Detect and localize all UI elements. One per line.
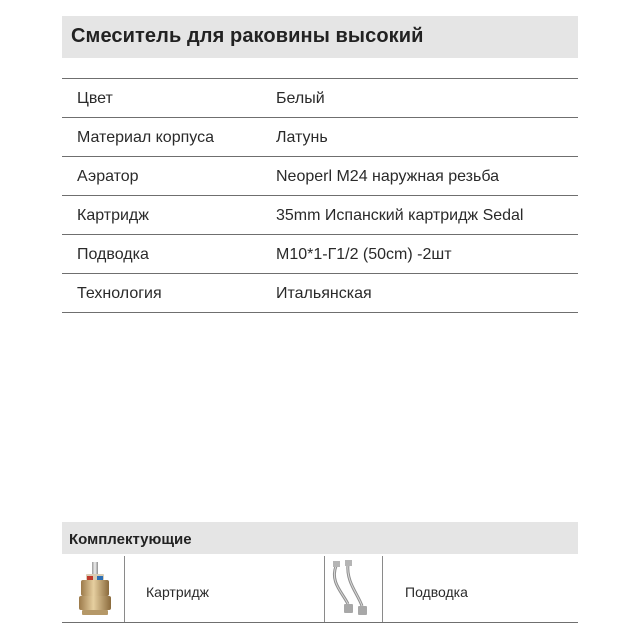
- hose-icon: [328, 560, 378, 625]
- spec-value: 35mm Испанский картридж Sedal: [276, 207, 524, 224]
- spec-label: Материал корпуса: [77, 129, 214, 146]
- spec-value: Белый: [276, 90, 325, 107]
- spec-row-technology: [62, 274, 578, 313]
- spec-value: M10*1-Г1/2 (50cm) -2шт: [276, 246, 452, 263]
- spec-row-color: [62, 78, 578, 118]
- kit-item-label: Подводка: [405, 584, 468, 600]
- cartridge-icon: [72, 560, 118, 623]
- spec-row-cartridge: [62, 196, 578, 235]
- spec-row-aerator: [62, 157, 578, 196]
- specs-table: [62, 78, 578, 313]
- kit-item-label: Картридж: [146, 584, 209, 600]
- kit-row: [62, 556, 578, 623]
- spec-value: Итальянская: [276, 285, 372, 302]
- spec-label: Технология: [77, 285, 162, 302]
- kit-divider: [324, 556, 325, 622]
- spec-label: Цвет: [77, 90, 113, 107]
- spec-row-material: [62, 118, 578, 157]
- title-bar: [62, 16, 578, 58]
- spec-label: Подводка: [77, 246, 149, 263]
- spec-value: Латунь: [276, 129, 328, 146]
- spec-label: Аэратор: [77, 168, 139, 185]
- spec-value: Neoperl M24 наружная резьба: [276, 168, 500, 185]
- spec-row-hose: [62, 235, 578, 274]
- page-title: Смеситель для раковины высокий: [71, 25, 424, 47]
- spec-label: Картридж: [77, 207, 149, 224]
- kit-divider: [124, 556, 125, 622]
- kit-title: Комплектующие: [69, 531, 192, 548]
- kit-divider: [382, 556, 383, 622]
- kit-header: [62, 522, 578, 554]
